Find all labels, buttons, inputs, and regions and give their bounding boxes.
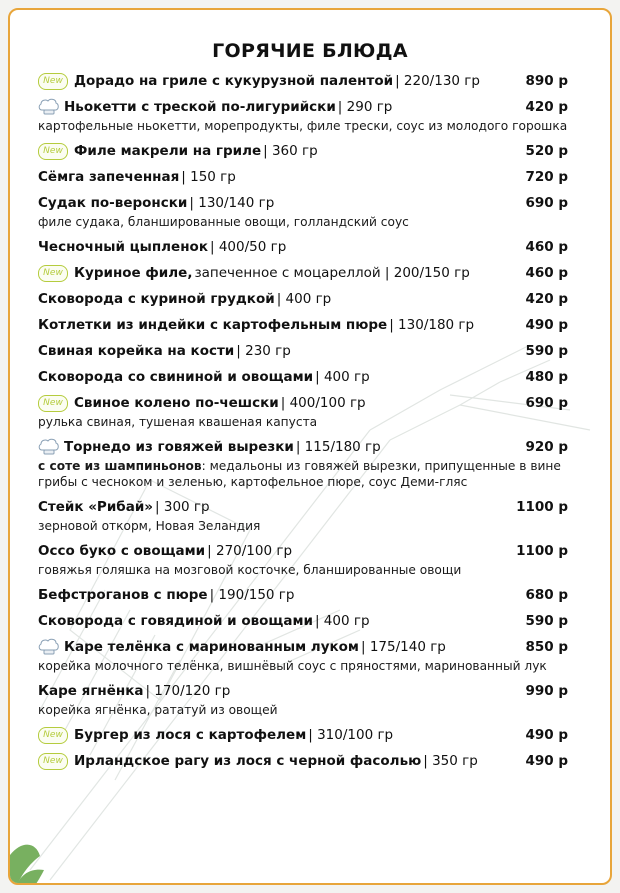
- new-badge-icon: New: [38, 265, 68, 282]
- dish-weight: | 350 гр: [423, 753, 478, 769]
- dish-price: 850 р: [525, 639, 568, 655]
- menu-item-head: [38, 369, 370, 385]
- dish-weight: запеченное с моцареллой | 200/150 гр: [194, 265, 470, 281]
- dish-description: [38, 702, 568, 718]
- dish-price: 420 р: [525, 291, 568, 307]
- dish-description-text: зерновой откорм, Новая Зеландия: [38, 519, 261, 533]
- menu-item-head: [38, 683, 230, 699]
- menu-item: [38, 194, 568, 230]
- menu-item-head: [38, 98, 392, 116]
- menu-item-head: [38, 499, 210, 515]
- chef-hat-icon: [38, 638, 60, 656]
- menu-item-head: [38, 169, 236, 185]
- dish-description: [38, 214, 568, 230]
- chef-hat-icon: [38, 438, 60, 456]
- dish-price: 490 р: [525, 317, 568, 333]
- dish-price: 690 р: [525, 395, 568, 411]
- menu-item: [38, 638, 568, 674]
- menu-item: [38, 394, 568, 430]
- dish-name: Сёмга запеченная: [38, 169, 180, 185]
- dish-weight: | 310/100 гр: [308, 727, 394, 743]
- dish-name: Чесночный цыпленок: [38, 239, 208, 255]
- dish-name: Куриное филе,: [74, 265, 193, 281]
- dish-weight: | 400/50 гр: [209, 239, 287, 255]
- dish-description-text: рулька свиная, тушеная квашеная капуста: [38, 415, 318, 429]
- dish-price: 490 р: [525, 727, 568, 743]
- menu-item: [38, 752, 568, 770]
- dish-name: Сковорода с говядиной и овощами: [38, 613, 313, 629]
- dish-weight: | 115/180 гр: [295, 439, 381, 455]
- menu-item-row: [38, 72, 568, 90]
- menu-item-row: [38, 612, 568, 630]
- dish-price: 990 р: [525, 683, 568, 699]
- menu-item: [38, 264, 568, 282]
- dish-name: Бургер из лося с картофелем: [74, 727, 307, 743]
- dish-name: Стейк «Рибай»: [38, 499, 154, 515]
- dish-description-bold: с соте из шампиньонов: [38, 459, 202, 473]
- menu-item: [38, 542, 568, 578]
- new-badge-icon: New: [38, 753, 68, 770]
- menu-item-row: [38, 682, 568, 700]
- dish-weight: | 360 гр: [263, 143, 318, 159]
- dish-price: 420 р: [525, 99, 568, 115]
- dish-price: 690 р: [525, 195, 568, 211]
- menu-item-row: [38, 194, 568, 212]
- menu-item: [38, 498, 568, 534]
- menu-item: [38, 290, 568, 308]
- dish-weight: | 270/100 гр: [207, 543, 293, 559]
- new-badge-icon: New: [38, 727, 68, 744]
- dish-name: Свиная корейка на кости: [38, 343, 235, 359]
- menu-item-row: [38, 142, 568, 160]
- menu-item-row: [38, 394, 568, 412]
- menu-item-head: [38, 265, 470, 282]
- dish-description: [38, 562, 568, 578]
- menu-item: [38, 726, 568, 744]
- dish-weight: | 290 гр: [337, 99, 393, 115]
- dish-price: 890 р: [525, 73, 568, 89]
- menu-item-head: [38, 239, 286, 255]
- dish-price: 920 р: [525, 439, 568, 455]
- menu-item-head: [38, 143, 318, 160]
- dish-description-text: корейка молочного телёнка, вишнёвый соус с пряностями, маринованный лук: [38, 659, 547, 673]
- dish-price: 590 р: [525, 613, 568, 629]
- dish-weight: | 400 гр: [314, 613, 370, 629]
- dish-name: Котлетки из индейки с картофельным пюре: [38, 317, 388, 333]
- menu-item-row: [38, 168, 568, 186]
- menu-item: [38, 98, 568, 134]
- menu-item-row: [38, 98, 568, 116]
- dish-weight: | 300 гр: [155, 499, 210, 515]
- menu-item-head: [38, 343, 291, 359]
- dish-weight: | 130/140 гр: [189, 195, 275, 211]
- menu-list: [38, 72, 568, 778]
- new-badge-icon: New: [38, 73, 68, 90]
- new-badge-icon: New: [38, 143, 68, 160]
- dish-description: [38, 414, 568, 430]
- menu-item-head: [38, 753, 478, 770]
- dish-name: Ньокетти с треской по-лигурийски: [64, 99, 336, 115]
- menu-item-head: [38, 638, 446, 656]
- dish-name: Оссо буко с овощами: [38, 543, 206, 559]
- menu-item-row: [38, 316, 568, 334]
- dish-name: Каре телёнка с маринованным луком: [64, 639, 359, 655]
- dish-price: 590 р: [525, 343, 568, 359]
- menu-item-head: [38, 73, 480, 90]
- dish-description-text: филе судака, бланшированные овощи, голландский соус: [38, 215, 409, 229]
- menu-item-head: [38, 395, 366, 412]
- dish-description-text: говяжья голяшка на мозговой косточке, бланшированные овощи: [38, 563, 462, 577]
- menu-item: [38, 368, 568, 386]
- dish-weight: | 230 гр: [236, 343, 291, 359]
- menu-item: [38, 316, 568, 334]
- menu-item: [38, 168, 568, 186]
- dish-name: Сковорода с куриной грудкой: [38, 291, 275, 307]
- dish-price: 460 р: [525, 239, 568, 255]
- menu-item-head: [38, 727, 393, 744]
- menu-item: [38, 142, 568, 160]
- menu-item-row: [38, 264, 568, 282]
- dish-weight: | 130/180 гр: [389, 317, 475, 333]
- menu-item-head: [38, 317, 474, 333]
- dish-price: 460 р: [525, 265, 568, 281]
- dish-price: 520 р: [525, 143, 568, 159]
- dish-price: 490 р: [525, 753, 568, 769]
- menu-item: [38, 586, 568, 604]
- menu-item-row: [38, 368, 568, 386]
- dish-name: Судак по-веронски: [38, 195, 188, 211]
- dish-name: Торнедо из говяжей вырезки: [64, 439, 294, 455]
- menu-item: [38, 612, 568, 630]
- page-title: ГОРЯЧИЕ БЛЮДА: [212, 40, 408, 62]
- dish-price: 720 р: [525, 169, 568, 185]
- chef-hat-icon: [38, 98, 60, 116]
- dish-name: Бефстроганов с пюре: [38, 587, 208, 603]
- dish-name: Каре ягнёнка: [38, 683, 144, 699]
- menu-item: [38, 238, 568, 256]
- menu-item-row: [38, 726, 568, 744]
- dish-description-text: картофельные ньокетти, морепродукты, филе трески, соус из молодого горошка: [38, 119, 568, 133]
- menu-item-row: [38, 238, 568, 256]
- dish-description: [38, 118, 568, 134]
- menu-item-head: [38, 291, 331, 307]
- dish-price: 480 р: [525, 369, 568, 385]
- dish-price: 1100 р: [516, 499, 568, 515]
- menu-page: [8, 8, 612, 885]
- menu-item-head: [38, 438, 381, 456]
- dish-name: Ирландское рагу из лося с черной фасолью: [74, 753, 422, 769]
- menu-item-row: [38, 498, 568, 516]
- menu-item-row: [38, 438, 568, 456]
- menu-item-row: [38, 752, 568, 770]
- menu-item-row: [38, 342, 568, 360]
- dish-weight: | 220/130 гр: [395, 73, 480, 89]
- dish-price: 680 р: [525, 587, 568, 603]
- dish-weight: | 170/120 гр: [145, 683, 231, 699]
- dish-weight: | 400 гр: [315, 369, 370, 385]
- menu-item-head: [38, 613, 370, 629]
- menu-item: [38, 682, 568, 718]
- menu-item-head: [38, 543, 292, 559]
- dish-weight: | 175/140 гр: [360, 639, 446, 655]
- menu-item: [38, 342, 568, 360]
- dish-price: 1100 р: [516, 543, 568, 559]
- dish-weight: | 150 гр: [181, 169, 236, 185]
- menu-item: [38, 72, 568, 90]
- menu-item-head: [38, 587, 294, 603]
- menu-item: [38, 438, 568, 490]
- menu-item-head: [38, 195, 274, 211]
- dish-weight: | 400/100 гр: [280, 395, 366, 411]
- menu-item-row: [38, 586, 568, 604]
- menu-item-row: [38, 638, 568, 656]
- dish-description-text: корейка ягнёнка, рататуй из овощей: [38, 703, 278, 717]
- menu-item-row: [38, 542, 568, 560]
- dish-weight: | 400 гр: [276, 291, 332, 307]
- dish-description: [38, 458, 568, 490]
- dish-weight: | 190/150 гр: [209, 587, 295, 603]
- dish-description-text: : медальоны из говяжей вырезки, припущенные в вине грибы с чесноком и зеленью, картофельное пюре, соус Деми-гляс: [38, 459, 561, 489]
- dish-name: Филе макрели на гриле: [74, 143, 262, 159]
- menu-item-row: [38, 290, 568, 308]
- dish-name: Дорадо на гриле с кукурузной палентой: [74, 73, 394, 89]
- new-badge-icon: New: [38, 395, 68, 412]
- dish-name: Сковорода со свининой и овощами: [38, 369, 314, 385]
- dish-description: [38, 518, 568, 534]
- dish-description: [38, 658, 568, 674]
- dish-name: Свиное колено по-чешски: [74, 395, 279, 411]
